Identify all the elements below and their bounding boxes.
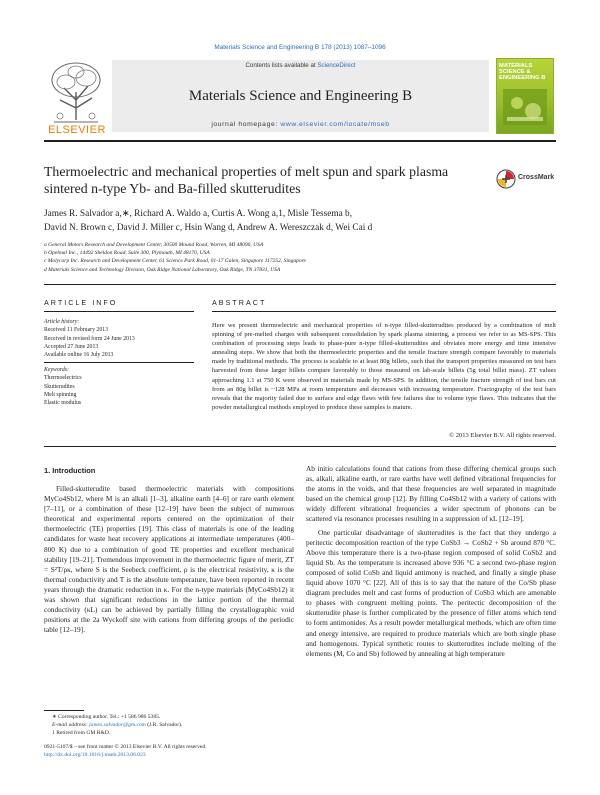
- article-history: [44, 318, 194, 359]
- history-revised: Received in revised form 24 June 2013: [44, 335, 135, 342]
- info-rule: [44, 311, 194, 312]
- keyword-3: Melt spinning: [44, 391, 77, 398]
- homepage-link[interactable]: www.elsevier.com/locate/mseb: [280, 121, 390, 128]
- history-accepted: Accepted 27 June 2013: [44, 343, 99, 350]
- section-heading-introduction: 1. Introduction: [44, 466, 96, 475]
- footnotes: [52, 714, 292, 737]
- contents-line: [112, 62, 489, 69]
- history-received: Received 11 February 2013: [44, 327, 109, 334]
- intro-right-paragraph-2: One particular disadvantage of skutterudites is the fact that they undergo a peritectic decomposition reaction of the type CoSb3 → CoSb2 + Sb around 870 °C. Above this temperature there is a two-phase region composed of solid CoSb2 and liquid Sb. As the temperature is increased above 936 °C a second two-phase region composed of solid CoSb and liquid antimony is reached, and finally a single phase liquid above 1070 °C [22]. All of this is to say that the nature of the Co/Sb phase diagram precludes melt and cast forms of production of CoSb3 which are amenable to phases with congruent melting points. The peritectic decomposition of the skutterudite phase is further complicated by the presence of filler atoms which tend to form antimonides. As a result powder metallurgical methods, which are often time and energy intensive, are required to produce materials which are both single phase and homogenous. Typical synthetic routes to skutterudites include melting of the elements (M, Co and Sb) followed by annealing at high temperature: [306, 527, 556, 658]
- journal-citation[interactable]: Materials Science and Engineering B 178 (2013) 1087–1096: [214, 44, 386, 51]
- abstract-text: Here we present thermoelectric and mechanical properties of n-type filled-skutterudites produced by a combination of melt spinning of pre-melted charges with subsequent consolidation by spark plasma sintering, a process we refer to as MS-SPS. This combination of processing steps leads to phase-pure n-type filled-skutterudites and obviates more energy and time intensive annealing steps. We show that both the thermoelectric properties and the tensile fracture strength compare favorably to materials made by traditional methods. The process is scalable to at least 80g billets, such that the transport properties measured on test bars harvested from these larger billets compare favorably to those measured on lab-scale billets (5g total billet mass). ZT values approaching 1.1 at 750 K were observed in materials made by MS-SPS. In addition, the tensile fracture strength of test bars cut from an 80g billet is ~128 MPa at room temperature and decreases with increasing temperature. Fractography of the test bars reveals that the majority failed due to surface and edge flaws with few failures due to volume type flaws. This indicates that the powder metallurgical methods employed to produce these samples is mature.: [212, 322, 556, 411]
- keywords-block: [44, 366, 194, 407]
- cover-title: MATERIALS SCIENCE & ENGINEERING B: [499, 63, 546, 82]
- affiliations: [44, 241, 556, 274]
- footnote-corresponding: ∗ Corresponding author. Tel.: +1 586 986 5385.: [52, 714, 161, 720]
- abstract-copyright: © 2013 Elsevier B.V. All rights reserved.: [449, 432, 556, 439]
- affiliation-b: b Opelmal Inc., 14492 Sheldon Road, Suite 300, Plymouth, MI 48170, USA: [44, 250, 210, 257]
- keywords-label: Keywords:: [44, 367, 69, 373]
- author-list: [44, 208, 556, 235]
- issn-line: 0921-5107/$ – see front matter © 2013 Elsevier B.V. All rights reserved.: [44, 744, 207, 750]
- email-suffix: (J.R. Salvador).: [147, 721, 183, 728]
- history-online: Available online 16 July 2013: [44, 352, 114, 359]
- affiliation-d: d Materials Science and Technology Division, Oak Ridge National Laboratory, Oak Ridge, TN 37831, USA: [44, 266, 281, 273]
- intro-left-column: Filled-skutterudite based thermoelectric materials with compositions MyCo4Sb12, where M is an alkali [1–3], alkaline earth [4–6] or rare earth element [7–11], or a combination of these [12–19] have been the subject of numerous theoretical and experimental reports centered on the optimization of their thermoelectric (TE) properties [19]. This class of materials is one of the leading candidates for waste heat recovery applications at intermediate temperatures (400–800 K) due to a combination of good TE properties and excellent mechanical stability [19–21]. Tremendous improvement in the thermoelectric figure of merit, ZT = S²T/ρκ, where S is the Seebeck coefficient, ρ is the electrical resistivity, κ is the thermal conductivity and T is the absolute temperature, have been reported in recent years through the dramatic reduction in κ. For the n-type materials (MyCo4Sb12) it was shown that significant reductions in the lattice portion of the thermal conductivity (κL) can be achieved by partially filling the crystallographic void positions at the 2a Wyckoff site with cations from differing groups of the periodic table [12–19].: [44, 484, 294, 635]
- abstract-bottom-rule: [44, 446, 556, 447]
- contents-prefix: Contents lists available at: [245, 62, 316, 69]
- crossmark-label: CrossMark: [518, 174, 555, 181]
- authors-line-2: David N. Brown c, David J. Miller c, Hsin Wang d, Andrew A. Wereszczak d, Wei Cai d: [44, 222, 373, 233]
- article-info-heading: ARTICLE INFO: [44, 298, 118, 307]
- header-rule: [44, 140, 556, 142]
- affiliation-c: c Molycorp Inc. Research and Development Center, 61 Science Park Road, 01-17 Galen, Singapore 117252, Singapore: [44, 258, 306, 265]
- keyword-1: Thermoelectrics: [44, 375, 82, 382]
- homepage-prefix: journal homepage:: [211, 121, 278, 128]
- issn-block: [44, 744, 344, 760]
- journal-title: Materials Science and Engineering B: [188, 88, 413, 104]
- info-top-rule: [44, 284, 556, 285]
- intro-right-column: [306, 464, 556, 659]
- keyword-2: Skutterudites: [44, 383, 75, 390]
- article-title: Thermoelectric and mechanical properties of melt spun and spark plasma sintered n-type Yb- and Ba-filled skutterudites: [44, 164, 449, 196]
- elsevier-tree-logo: [46, 60, 106, 126]
- keyword-4: Elastic modulus: [44, 400, 82, 407]
- email-link[interactable]: james.salvador@gm.com: [89, 721, 146, 728]
- footnote-email: [52, 722, 292, 730]
- intro-right-paragraph-1: Ab initio calculations found that cations from these differing chemical groups such as, alkali, alkaline earth, or rare earths have well defined vibrational frequencies for the atoms in the voids, and that these frequencies are well separated in magnitude based on the chemical group [12]. By filling Co4Sb12 with a variety of cations with widely different vibrational frequencies a wider spectrum of phonons can be scattered via resonance processes resulting in a suppression of κL [12–19].: [306, 464, 556, 524]
- publisher-name: ELSEVIER: [48, 124, 106, 136]
- footnote-retired: 1 Retired from GM R&D.: [52, 729, 111, 736]
- crossmark-badge[interactable]: [496, 168, 556, 190]
- doi-link[interactable]: http://dx.doi.org/10.1016/j.mseb.2013.06.023: [44, 751, 146, 758]
- abstract-rule: [212, 311, 556, 312]
- affiliation-a: a General Motors Research and Development Center, 30500 Mound Road, Warren, MI 48090, USA: [44, 242, 264, 248]
- email-label: E-mail address:: [52, 721, 88, 728]
- sciencedirect-link[interactable]: ScienceDirect: [317, 62, 356, 69]
- abstract-heading: ABSTRACT: [212, 298, 267, 307]
- history-label: Article history:: [44, 319, 80, 325]
- authors-line-1: James R. Salvador a,∗, Richard A. Waldo a, Curtis A. Wong a,1, Misle Tessema b,: [44, 209, 353, 219]
- journal-homepage: [112, 121, 489, 128]
